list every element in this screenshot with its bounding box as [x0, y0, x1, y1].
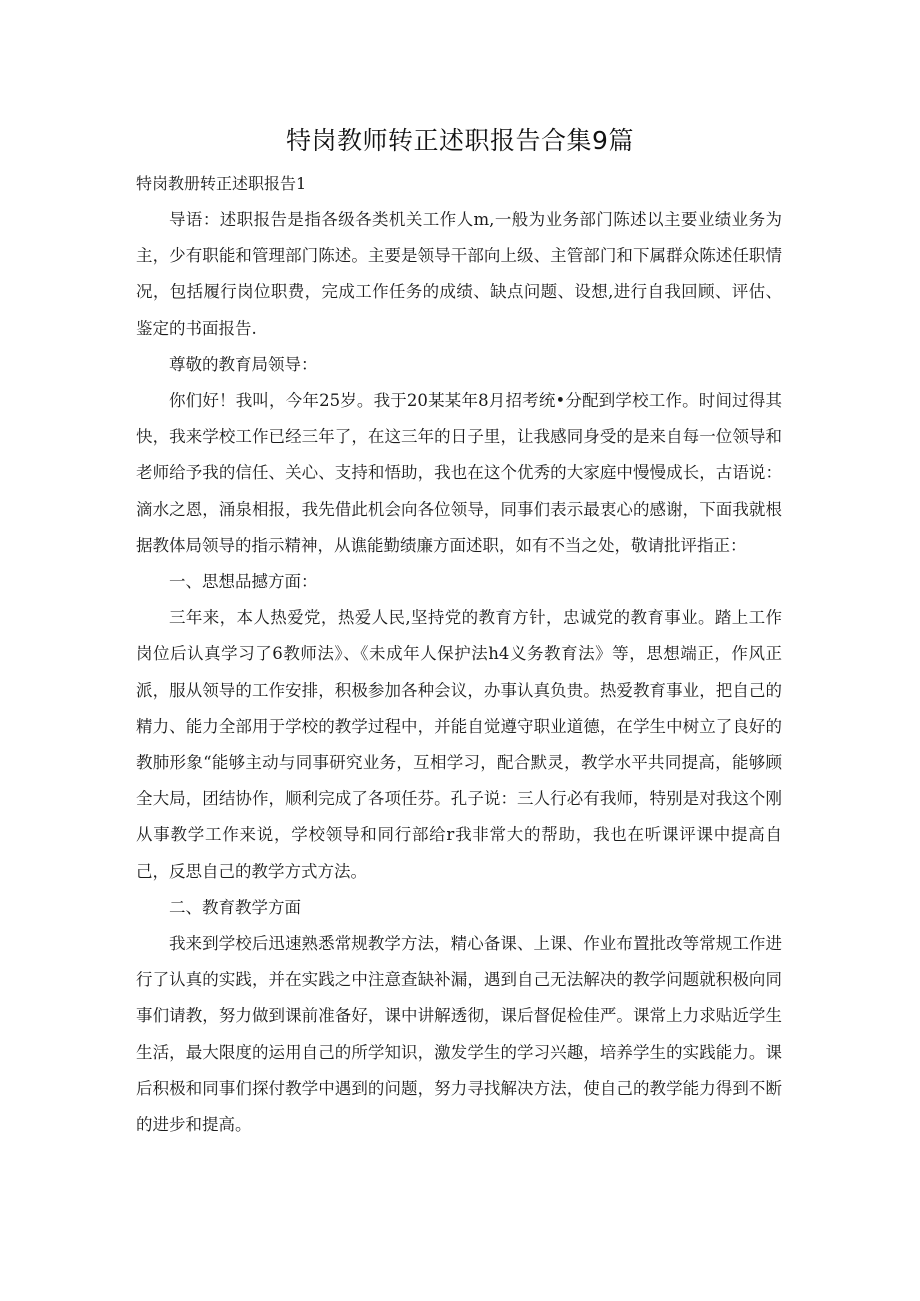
document-subtitle: 特岗教册转正述职报告1 [136, 174, 307, 193]
paragraph-salutation: 尊敬的教育局领导： [169, 354, 318, 374]
paragraph-teaching: 我来到学校后迅速熟悉常规教学方法，精心备课、上课、作业布置批改等常规工作进行了认真的实践，并在实践之中注意查缺补漏，遇到自己无法解决的教学问题就积极向同事们请教，努力做到课前准备好，课中讲解透彻，课后督促检佳严。课常上力求贴近学生生活，最大限度的运用自己的所学知识，激发学生的学习兴趣，培养学生的实践能力。课后积极和同事们探付教学中遇到的问题，努力寻找解决方法，使自己的教学能力得到不断的进步和提高。 [136, 934, 782, 1135]
section-heading-teaching: 二、教育教学方面 [169, 897, 301, 917]
paragraph-ideology: 三年来，本人热爱党，热爱人民,坚持党的教育方针，忠诚党的教育事业。踏上工作岗位后认真学习了6教师法》、《未成年人保护法h4义务教育法》等，思想端正，作风正派，服从领导的工作安排，积极参加各种会议，办事认真负贵。热爱教育事业，把自己的精力、能力全部用于学校的教学过程中，并能自觉遵守职业道德，在学生中树立了良好的教肺形象“能够主动与同事研究业务，互相学习，配合默灵，教学水平共同提高，能够顾全大局，团结协作，顺利完成了各项任芬。孔子说：三人行必有我师，特别是对我这个刚从事教学工作来说，学校领导和同行部给r我非常大的帮助，我也在听课评课中提高自己，反思自己的教学方式方法。 [136, 608, 782, 881]
paragraph-greeting: 你们好！我叫，今年25岁。我于20某某年8月招考统•分配到学校工作。时间过得其快，我来学校工作已经三年了，在这三年的日子里，让我感同身受的是来自每一位领导和老师给予我的信任、关心、支持和悟助，我也在这个优秀的大家庭中慢慢成长，古语说：滴水之恩，涌泉相报，我先借此机会向各位领导，同事们表示最衷心的感谢，下面我就根据教体局领导的指示精神，从谯能勤绩廉方面述职，如有不当之处，敬请批评指正： [136, 391, 782, 555]
document-title: 特岗教师转正述职报告合集9篇 [286, 126, 634, 155]
section-heading-ideology: 一、思想品撼方面： [169, 572, 318, 592]
document-body [136, 202, 782, 1143]
paragraph-intro: 导语：述职报告是指各级各类机关工作人m,一般为业务部门陈述以主要业绩业务为主，少有职能和管理部门陈述。主要是领导干部向上级、主管部门和下属群众陈述任职情况，包括履行岗位职费，完成工作任务的成绩、缺点问题、设想,进行自我回顾、评估、鉴定的书面报告. [136, 210, 782, 338]
